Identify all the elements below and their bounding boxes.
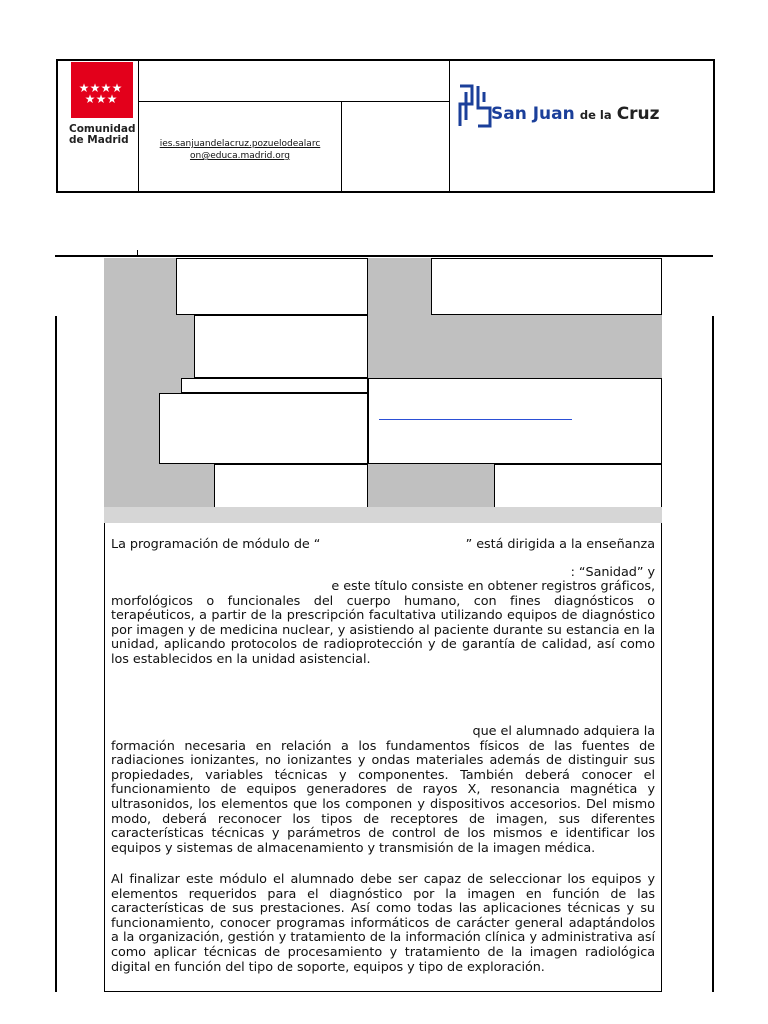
email-line2[interactable]: on@educa.madrid.org [189, 151, 291, 161]
school-name-part3: Cruz [616, 104, 660, 124]
section-rule [55, 255, 713, 257]
header-divider [139, 101, 449, 102]
section-tick [137, 250, 138, 256]
value-cell [431, 258, 662, 315]
svg-text:★: ★ [106, 92, 118, 106]
label-cell [368, 464, 494, 509]
madrid-logo-line2: de Madrid [69, 134, 129, 146]
value-cell [194, 315, 368, 378]
competence-start: e este título consiste en obtener registros gráficos, [331, 579, 655, 594]
svg-text:★: ★ [111, 81, 123, 95]
link-cell [368, 378, 662, 464]
label-cell [104, 464, 214, 509]
value-cell [214, 464, 368, 509]
header-divider [449, 60, 450, 192]
family-text: : “Sanidad” y [570, 565, 655, 580]
school-email[interactable] [141, 138, 339, 162]
stars-icon [71, 62, 133, 118]
svg-text:★: ★ [78, 81, 90, 95]
svg-text:★: ★ [100, 81, 112, 95]
paragraph-competence [111, 580, 655, 668]
school-name-part2: de la [579, 108, 612, 122]
page-left-border [55, 316, 57, 992]
header-divider [341, 102, 342, 192]
madrid-logo-line1: Comunidad [69, 123, 136, 135]
objectives-start: que el alumnado adquiera la [472, 724, 655, 739]
svg-text:★: ★ [89, 81, 101, 95]
school-name-part1: San Juan [491, 104, 575, 124]
school-name [491, 104, 711, 128]
madrid-flag-logo [71, 62, 133, 118]
outcomes-text: Al finalizar este módulo el alumnado debe ser capaz de seleccionar los equipos y elementos requeridos para el diagnóstico por la imagen en función de las características de sus prestaciones. Así como todas las aplicaciones técnicas y su funcionamiento, conocer programas informáticos de carácter general adaptándolos a la organización, gestión y tratamiento de la información clínica y administrativa así como aplicar técnicas de procesamiento y tratamiento de la imagen radiológica digital en función del tipo de soporte, equipos y tipo de exploración. [111, 872, 655, 975]
intro-left: La programación de módulo de “ [111, 537, 321, 552]
label-cell [368, 258, 431, 315]
madrid-logo-text [69, 124, 139, 146]
school-logo-mark [458, 84, 492, 128]
intro-right: ” está dirigida a la enseñanza [465, 537, 655, 552]
separator-strip [104, 507, 662, 523]
svg-text:★: ★ [95, 92, 107, 106]
label-cell [104, 315, 194, 378]
value-cell [159, 393, 368, 464]
label-cell [104, 258, 176, 315]
paragraph-outcomes [111, 873, 655, 975]
objectives-rest: formación necesaria en relación a los fundamentos físicos de las fuentes de radiaciones ionizantes, no ionizantes y ondas materiales además de distinguir sus propiedades, variables técnicas y componentes. También deberá conocer el funcionamiento de equipos generadores de rayos X, resonancia magnética y ultrasonidos, los elementos que los componen y dispositivos accesorios. Del mismo modo, deberá reconocer los tipos de receptores de imagen, sus diferentes características técnicas y parámetros de control de los mismos e identificar los equipos y sistemas de almacenamiento y transmisión de la imagen médica. [111, 738, 655, 856]
paragraph-objectives [111, 725, 655, 856]
svg-text:★: ★ [84, 92, 96, 106]
value-cell [181, 378, 368, 393]
value-cell [176, 258, 368, 315]
line-intro [111, 538, 655, 553]
school-emblem-icon [458, 84, 492, 128]
page-right-border [712, 316, 714, 992]
link-underline[interactable] [379, 419, 572, 420]
label-cell [368, 315, 662, 378]
competence-rest: morfológicos o funcionales del cuerpo humano, con fines diagnósticos o terapéuticos, a partir de la prescripción facultativa utilizando equipos de diagnóstico por imagen y de medicina nuclear, y asistiendo al paciente durante su estancia en la unidad, aplicando protocolos de radioprotección y de garantía de calidad, así como los establecidos en la unidad asistencial. [111, 593, 655, 667]
label-cell [104, 393, 159, 464]
email-line1[interactable]: ies.sanjuandelacruz.pozuelodealarc [159, 139, 321, 149]
value-cell [494, 464, 662, 509]
label-cell [104, 378, 181, 393]
